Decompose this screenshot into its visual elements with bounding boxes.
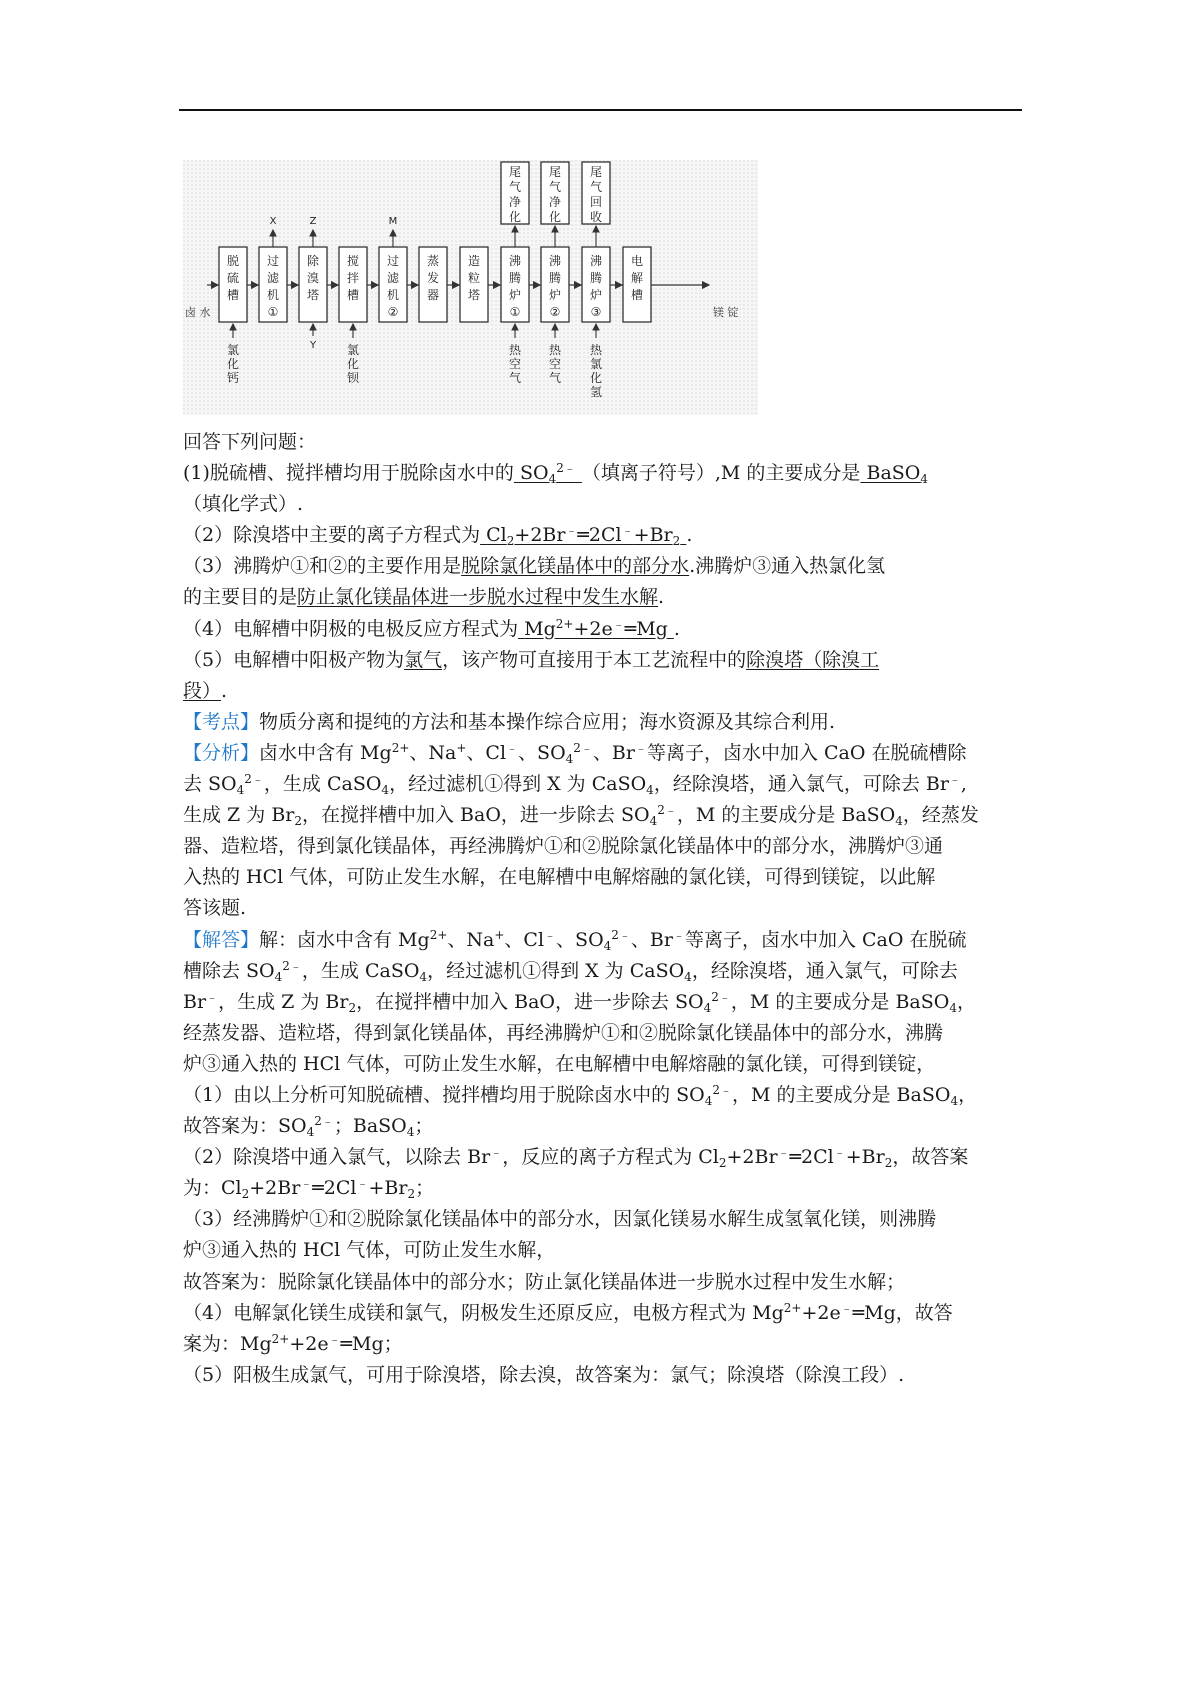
- jieda-line7: 故答案为：$SO_4^{2﹣}$；BaSO$_4$；: [183, 1114, 434, 1140]
- jieda-line9: 为：$Cl_2+2Br^﹣═2Cl^﹣+Br_2$；: [183, 1176, 435, 1202]
- q1-line1: (1)脱硫槽、搅拌槽均用于脱除卤水中的 $SO_4^{2﹣}$ （填离子符号）,M 的主要成分是 BaSO$_4$: [183, 461, 929, 487]
- jieda-line2: 槽除去 $SO_4^{2﹣}$，生成 CaSO$_4$，经过滤机①得到 X 为 CaSO$_4$，经除溴塔，通入氯气，可除去: [183, 958, 958, 984]
- jieda-line15: （5）阳极生成氯气，可用于除溴塔，除去溴，故答案为：氯气；除溴塔（除溴工段）.: [183, 1363, 905, 1386]
- q2-answer: $Cl_2+2Br^﹣═2Cl^﹣+Br_2$: [486, 523, 681, 549]
- tail-gas-label: 尾气回收: [589, 165, 603, 224]
- stage-top-label: X: [269, 216, 277, 227]
- stage-label: 电解槽: [630, 254, 644, 302]
- fenxi-line3: 生成 Z 为 $Br_2$，在搅拌槽中加入 BaO，进一步除去 $SO_4^{2﹣}$，M 的主要成分是 BaSO$_4$，经蒸发: [183, 803, 979, 829]
- stage-label: 沸腾炉 ③: [589, 254, 603, 319]
- stage-label: 除溴塔: [306, 254, 320, 302]
- jieda-line8: （2）除溴塔中通入氯气，以除去 Br﹣，反应的离子方程式为 $Cl_2+2Br^﹣═2Cl^﹣+Br_2$，故答案: [183, 1145, 969, 1171]
- stage-label: 蒸发器: [426, 254, 440, 302]
- q5-line1: （5）电解槽中阳极产物为氯气，该产物可直接用于本工艺流程中的除溴塔（除溴工: [183, 648, 880, 671]
- stage-bottom-feed: 热空气: [548, 343, 562, 385]
- jieda-line1: 【解答】解：卤水中含有 $Mg^{2+}$、Na+、Cl﹣、$SO_4^{2﹣}$、Br﹣等离子，卤水中加入 CaO 在脱硫: [183, 927, 967, 953]
- stage-label: 脱硫槽: [226, 254, 240, 302]
- q5-answer1: 氯气: [404, 648, 443, 671]
- q1-line2: （填化学式）.: [183, 493, 304, 516]
- stage-label: 沸腾炉 ②: [548, 254, 562, 319]
- stage-top-label: M: [388, 216, 398, 227]
- process-flowchart: [183, 160, 758, 415]
- tail-gas-label: 尾气净化: [548, 165, 562, 224]
- stage-bottom-feed: 氯化钡: [346, 343, 360, 385]
- stage-bottom-feed: 热空气: [508, 343, 522, 385]
- fenxi-line2: 去 $SO_4^{2﹣}$，生成 CaSO$_4$，经过滤机①得到 X 为 CaSO$_4$，经除溴塔，通入氯气，可除去 Br﹣,: [183, 772, 967, 798]
- q2-line: （2）除溴塔中主要的离子方程式为 $Cl_2+2Br^﹣═2Cl^﹣+Br_2$ .: [183, 523, 693, 549]
- tail-gas-label: 尾气净化: [508, 165, 522, 224]
- jieda-line13: （4）电解氯化镁生成镁和氯气，阴极发生还原反应，电极方程式为 $Mg^{2+}+2e^﹣═Mg$，故答: [183, 1300, 953, 1324]
- q3-answer1: 脱除氯化镁晶体中的部分水: [461, 555, 690, 578]
- q3-answer2: 防止氯化镁晶体进一步脱水过程中发生水解: [297, 586, 659, 609]
- stage-label: 沸腾炉 ①: [508, 254, 522, 319]
- fenxi-line6: 答该题.: [183, 897, 247, 920]
- header-rule: [179, 109, 1022, 111]
- fenxi-line1: 【分析】卤水中含有 $Mg^{2+}$、Na+、Cl﹣、$SO_4^{2﹣}$、Br﹣等离子，卤水中加入 CaO 在脱硫槽除: [183, 740, 967, 766]
- jieda-line10: （3）经沸腾炉①和②脱除氯化镁晶体中的部分水，因氯化镁易水解生成氢氧化镁，则沸腾: [183, 1208, 937, 1231]
- fenxi-tag: 【分析】: [183, 741, 260, 764]
- stage-bottom-label: Y: [309, 340, 317, 351]
- stage-label: 搅拌槽: [346, 254, 360, 302]
- stage-label: 过滤机 ①: [266, 254, 280, 319]
- stage-bottom-feed: 氯化钙: [226, 343, 240, 385]
- flow-output-label: 镁 锭: [713, 306, 739, 319]
- jieda-line12: 故答案为：脱除氯化镁晶体中的部分水；防止氯化镁晶体进一步脱水过程中发生水解；: [183, 1270, 906, 1293]
- jieda-line11: 炉③通入热的 HCl 气体，可防止发生水解，: [183, 1239, 556, 1262]
- q1-answer1: $SO_4^{2﹣}$: [519, 461, 576, 487]
- q4-answer: $Mg^{2+}+2e^﹣═Mg$: [524, 616, 668, 640]
- q5-line2: 段）.: [183, 679, 228, 702]
- q5-answer2a: 除溴塔（除溴工: [746, 648, 880, 671]
- jieda-tag: 【解答】: [183, 928, 260, 951]
- flow-input-label: 卤 水: [185, 306, 211, 319]
- jieda-line6: （1）由以上分析可知脱硫槽、搅拌槽均用于脱除卤水中的 $SO_4^{2﹣}$，M 的主要成分是 BaSO$_4$，: [183, 1082, 978, 1108]
- fenxi-line4: 器、造粒塔，得到氯化镁晶体，再经沸腾炉①和②脱除氯化镁晶体中的部分水，沸腾炉③通: [183, 835, 944, 858]
- stage-label: 造粒塔: [467, 254, 481, 302]
- q5-answer2b: 段）: [183, 679, 222, 702]
- kaodian-line: 【考点】物质分离和提纯的方法和基本操作综合应用；海水资源及其综合利用.: [183, 710, 836, 733]
- fenxi-line5: 入热的 HCl 气体，可防止发生水解，在电解槽中电解熔融的氯化镁，可得到镁锭，以此解: [183, 866, 936, 889]
- q3-line1: （3）沸腾炉①和②的主要作用是脱除氯化镁晶体中的部分水.沸腾炉③通入热氯化氢: [183, 555, 886, 578]
- answer-intro: 回答下列问题：: [183, 431, 317, 453]
- kaodian-tag: 【考点】: [183, 710, 260, 733]
- jieda-line4: 经蒸发器、造粒塔，得到氯化镁晶体，再经沸腾炉①和②脱除氯化镁晶体中的部分水，沸腾: [183, 1021, 944, 1044]
- stage-bottom-feed: 热氯化氢: [589, 343, 603, 399]
- stage-label: 过滤机 ②: [386, 254, 400, 319]
- jieda-line14: 案为：$Mg^{2+}+2e^﹣═Mg$；: [183, 1331, 403, 1355]
- q3-line2: 的主要目的是防止氯化镁晶体进一步脱水过程中发生水解.: [183, 586, 665, 609]
- q4-line: （4）电解槽中阴极的电极反应方程式为 $Mg^{2+}+2e^﹣═Mg$ .: [183, 616, 680, 640]
- jieda-line3: Br﹣，生成 Z 为 $Br_2$，在搅拌槽中加入 BaO，进一步除去 $SO_4^{2﹣}$，M 的主要成分是 BaSO$_4$，: [183, 989, 976, 1015]
- jieda-line5: 炉③通入热的 HCl 气体，可防止发生水解，在电解槽中电解熔融的氯化镁，可得到镁锭，: [183, 1052, 936, 1075]
- stage-top-label: Z: [309, 216, 317, 227]
- q1-answer2: BaSO$_4$: [866, 462, 929, 487]
